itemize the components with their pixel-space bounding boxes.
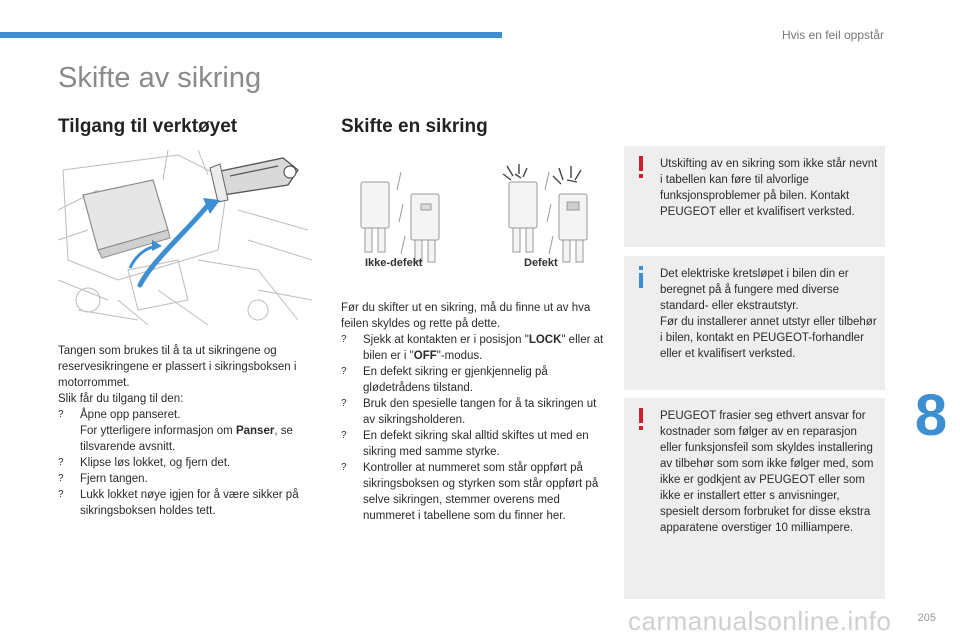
fuse-defect-group [503,164,587,262]
checkbox-bullet-icon: ? [58,489,64,500]
checkbox-bullet-icon: ? [341,398,347,409]
note-text: Utskifting av en sikring som ikke står nevnt i tabellen kan føre til alvorlige funksjonsproblemer på bilen. Kontakt PEUGEOT eller et kvalifisert verksted. [660,158,878,218]
chapter-title: Hvis en feil oppstår [781,28,884,42]
list-item: ? Sjekk at kontakten er i posisjon "LOCK" eller at bilen er i "OFF"-modus. [341,334,604,362]
exclamation-icon [638,156,644,178]
list-item: ? Lukk lokket nøye igjen for å være sikker på sikringsboksen holdes tett. [58,489,299,517]
note-text: PEUGEOT frasier seg ethvert ansvar for kostnader som følger av en reparasjon eller funksjonsfeil som skyldes installering av tilbehør som som ikke følger med, som ikke er godkjent av PEUGEOT eller som ikke er installert etter s anvisninger, spesielt dersom forbruket for disse ekstra apparatene overstiger 10 milliampere. [660,410,874,534]
replace-fuse-intro: Før du skifter ut en sikring, må du finne ut av hva feilen skyldes og rette på dette. [341,302,591,330]
fuse-caption-ok: Ikke-defekt [365,257,423,269]
chapter-number: 8 [914,383,948,448]
page-number: 205 [917,612,936,624]
page-title: Skifte av sikring [58,62,262,94]
list-item: ? Klipse løs lokket, og fjern det. [58,457,231,469]
list-item: ? En defekt sikring skal alltid skiftes ut med en sikring med samme styrke. [341,430,589,458]
watermark-text: carmanualsonline.info [628,606,892,636]
info-icon [638,266,644,288]
checkbox-bullet-icon: ? [58,457,64,468]
fuse-comparison-illustration [341,152,605,272]
list-item: ? Fjern tangen. [58,473,148,485]
fuse-box-illustration [58,150,312,325]
list-item: ? En defekt sikring er gjenkjennelig på glødetrådens tilstand. [341,366,548,394]
tool-access-text [58,343,320,519]
warning-note-fuse-table [624,146,885,247]
checkbox-bullet-icon: ? [341,430,347,441]
checkbox-bullet-icon: ? [58,473,64,484]
section-heading-tool-access: Tilgang til verktøyet [58,116,238,137]
exclamation-icon [638,408,644,430]
fuse-caption-defect: Defekt [524,257,558,269]
top-accent-bar [0,32,502,38]
list-item: ? Bruk den spesielle tangen for å ta sikringen ut av sikringsholderen. [341,398,597,426]
tool-access-intro: Tangen som brukes til å ta ut sikringene og reservesikringene er plassert i sikringsboksen i motorrommet. [58,345,297,389]
checkbox-bullet-icon: ? [341,462,347,473]
checkbox-bullet-icon: ? [341,334,347,345]
list-item: ? Kontroller at nummeret som står oppført på sikringsboksen og styrken som står oppført på selve sikringen, stemmer overens med nummeret i tabellene som du finner her. [341,462,599,522]
checkbox-bullet-icon: ? [58,409,64,420]
list-item: ? Åpne opp panseret. For ytterligere informasjon om Panser, se tilsvarende avsnitt. [58,409,293,453]
tool-access-steps [58,407,320,519]
warning-note-liability [624,398,885,599]
fuse-ok-group [361,172,439,262]
info-note-electrical-circuit [624,256,885,390]
replace-fuse-text [341,300,607,524]
note-text: Det elektriske kretsløpet i bilen din er beregnet på å fungere med diverse standard- eller ekstrautstyr. Før du installerer annet utstyr eller tilbehør i bilen, kontakt en PEUGEOT-forhandler eller et kvalifisert verksted. [660,268,877,360]
tool-access-lead: Slik får du tilgang til den: [58,393,184,405]
replace-fuse-steps [341,332,607,524]
section-heading-replace-fuse: Skifte en sikring [341,116,488,137]
checkbox-bullet-icon: ? [341,366,347,377]
